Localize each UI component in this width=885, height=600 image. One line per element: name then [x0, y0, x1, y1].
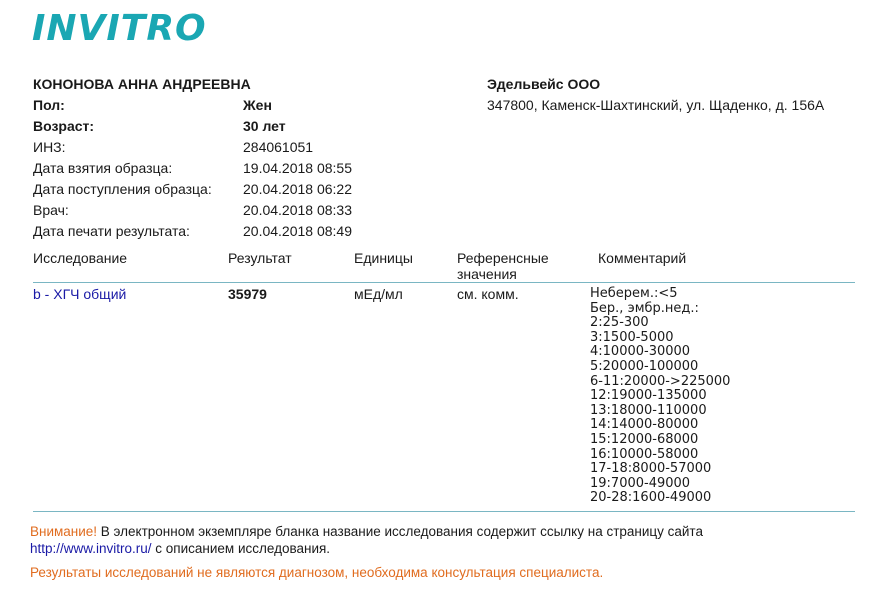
warning-label: Внимание!: [30, 524, 98, 539]
electronic-copy-notice: [30, 523, 703, 557]
comment-line: Неберем.:<5: [590, 286, 678, 301]
field-value: 19.04.2018 08:55: [243, 160, 352, 176]
field-sex: [33, 95, 352, 116]
comment-line: 2:25-300: [590, 315, 649, 331]
patient-name: КОНОНОВА АННА АНДРЕЕВНА: [33, 76, 251, 92]
field-print-date: [33, 221, 352, 242]
comment-line: 15:12000-68000: [590, 431, 699, 447]
field-value: Жен: [243, 97, 272, 113]
field-label: Возраст:: [33, 118, 95, 134]
header-result: Результат: [228, 250, 292, 266]
field-value: 284061051: [243, 139, 314, 155]
field-inz: [33, 137, 352, 158]
comment-line: 17-18:8000-57000: [590, 461, 712, 477]
comment-line: 5:20000-100000: [590, 358, 699, 374]
patient-info: [33, 74, 352, 242]
comment-line: 19:7000-49000: [590, 475, 691, 491]
field-label: ИНЗ:: [33, 139, 66, 155]
comment-line: 6-11:20000->225000: [590, 373, 731, 389]
lab-info: [487, 74, 824, 116]
lab-address: 347800, Каменск-Шахтинский, ул. Щаденко, д. 156А: [487, 97, 825, 113]
header-units: Единицы: [354, 250, 413, 266]
notice-text: В электронном экземпляре бланка название исследования содержит ссылку на страницу сайта: [97, 524, 703, 539]
disclaimer: Результаты исследований не являются диагнозом, необходима консультация специалиста.: [30, 565, 604, 580]
field-value: 20.04.2018 08:33: [243, 202, 352, 218]
field-label: Дата печати результата:: [33, 223, 190, 239]
header-comment: Комментарий: [598, 250, 687, 266]
field-sample-received: [33, 179, 352, 200]
results-table-header: [33, 250, 855, 283]
header-study: Исследование: [33, 250, 128, 266]
result-value: 35979: [228, 286, 267, 302]
comment-line: 16:10000-58000: [590, 446, 699, 462]
notice-text-tail: с описанием исследования.: [151, 541, 331, 556]
field-age: [33, 116, 352, 137]
comment-line: Бер., эмбр.нед.:: [590, 300, 699, 316]
comment-list: [590, 287, 730, 506]
invitro-logo: INVITRO: [32, 8, 207, 49]
lab-name: Эдельвейс ООО: [487, 76, 601, 92]
field-value: 20.04.2018 06:22: [243, 181, 352, 197]
field-label: Врач:: [33, 202, 69, 218]
comment-line: 14:14000-80000: [590, 417, 699, 433]
field-label: Дата поступления образца:: [33, 181, 212, 197]
study-link[interactable]: b - ХГЧ общий: [33, 286, 127, 302]
comment-line: 4:10000-30000: [590, 344, 691, 360]
invitro-site-link[interactable]: http://www.invitro.ru/: [30, 541, 152, 556]
header-reference-line2: значения: [457, 266, 517, 282]
field-label: Дата взятия образца:: [33, 160, 173, 176]
header-reference-line1: Референсные: [457, 250, 549, 266]
comment-line: 20-28:1600-49000: [590, 490, 712, 506]
header-reference: [457, 250, 549, 282]
comment-line: 12:19000-135000: [590, 388, 707, 404]
comment-line: 13:18000-110000: [590, 402, 707, 418]
field-value: 20.04.2018 08:49: [243, 223, 352, 239]
table-divider: [33, 511, 855, 512]
field-doctor: [33, 200, 352, 221]
field-label: Пол:: [33, 97, 65, 113]
units-value: мЕд/мл: [354, 286, 403, 302]
reference-value: см. комм.: [457, 286, 519, 302]
field-value: 30 лет: [243, 118, 286, 134]
comment-line: 3:1500-5000: [590, 329, 674, 345]
field-sample-taken: [33, 158, 352, 179]
